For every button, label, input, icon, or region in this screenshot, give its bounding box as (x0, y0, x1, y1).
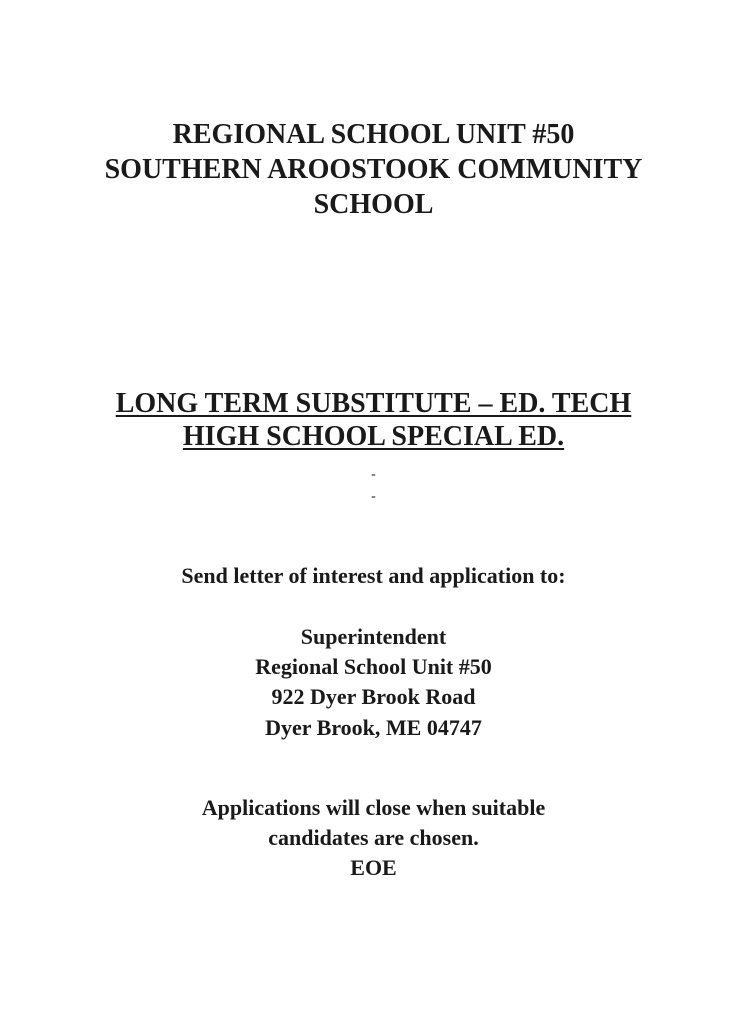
address-organization: Regional School Unit #50 (255, 654, 492, 679)
closing-text-line2: candidates are chosen. (268, 825, 479, 850)
instructions-text: Send letter of interest and application to: (181, 563, 566, 588)
address-recipient: Superintendent (300, 624, 447, 649)
closing-text-line1: Applications will close when suitable (201, 795, 546, 820)
address-city-state-zip: Dyer Brook, ME 04747 (265, 715, 482, 740)
header-district-name: REGIONAL SCHOOL UNIT #50 (172, 119, 575, 150)
position-title-line2: HIGH SCHOOL SPECIAL ED. (182, 421, 565, 452)
dash-separator-2: - (371, 489, 376, 504)
eoe-statement: EOE (350, 855, 397, 880)
header-school-name-line1: SOUTHERN AROOSTOOK COMMUNITY (104, 154, 643, 185)
address-street: 922 Dyer Brook Road (271, 684, 476, 709)
dash-separator-1: - (371, 467, 376, 482)
header-school-name-line2: SCHOOL (313, 189, 434, 220)
position-title-line1: LONG TERM SUBSTITUTE – ED. TECH (115, 388, 632, 419)
